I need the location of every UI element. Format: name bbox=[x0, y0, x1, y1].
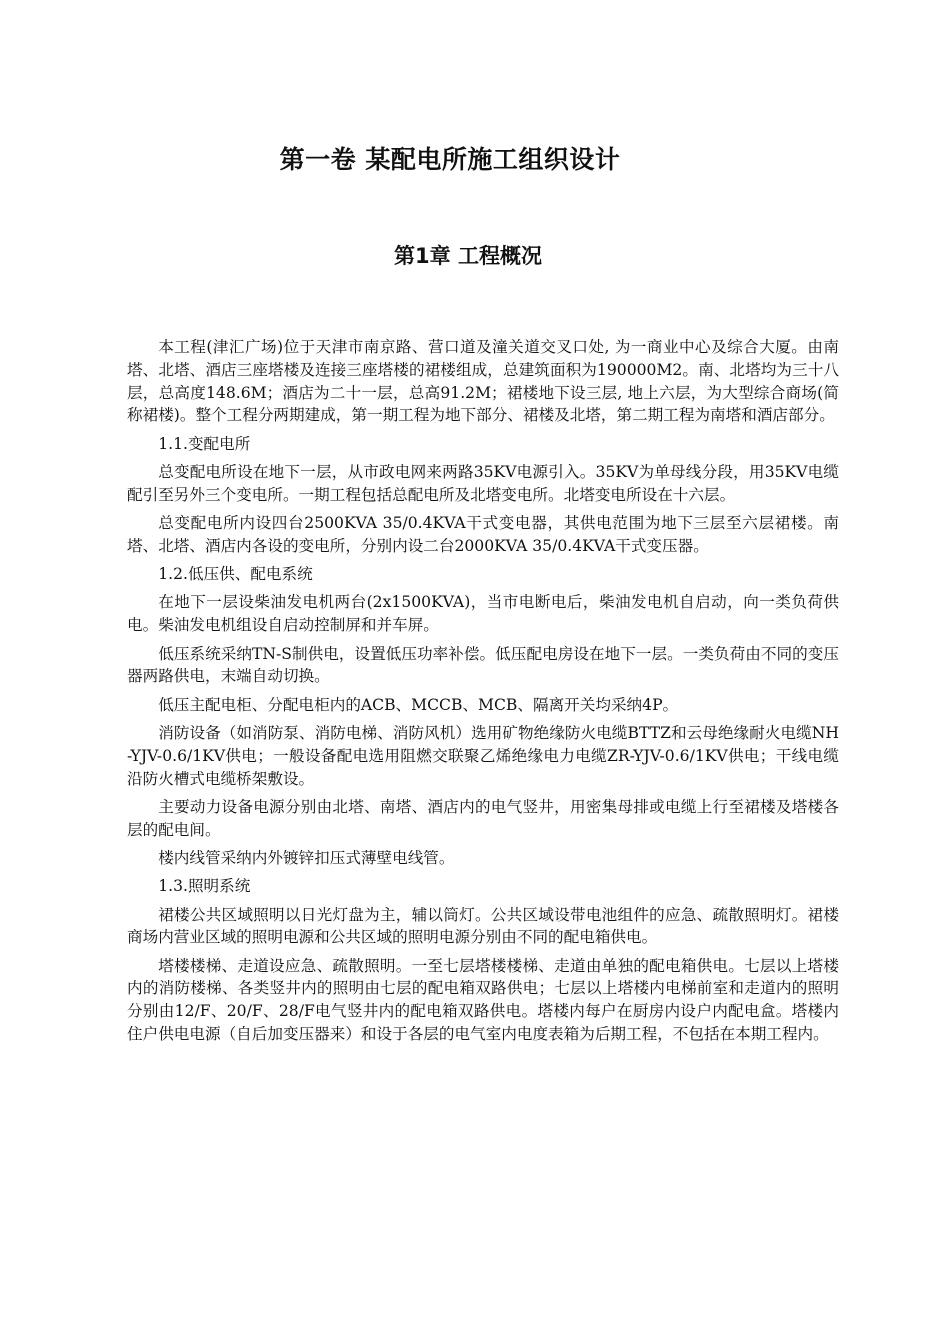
section-heading: 1.1.变配电所 bbox=[158, 434, 251, 453]
paragraph: 消防设备（如消防泵、消防电梯、消防风机）选用矿物绝缘防火电缆BTTZ和云母绝缘耐火电缆NH-YJV-0.6/1KV供电；一般设备配电选用阻燃交联聚乙烯绝缘电力电缆ZR-YJV-0.6/1KV供电；干线电缆沿防火槽式电缆桥架敷设。 bbox=[127, 723, 839, 788]
section-heading: 1.3.照明系统 bbox=[158, 877, 251, 896]
body-text bbox=[127, 336, 839, 1051]
paragraph: 本工程(津汇广场)位于天津市南京路、营口道及潼关道交叉口处, 为一商业中心及综合大厦。由南塔、北塔、酒店三座塔楼及连接三座塔楼的裙楼组成，总建筑面积为190000M2。南、北塔均为三十八层，总高度148.6M；酒店为二十一层，总高91.2M；裙楼地下设三层, 地上六层，为大型综合商场(简称裙楼)。整个工程分两期建成，第一期工程为地下部分、裙楼及北塔，第二期工程为南塔和酒店部分。 bbox=[127, 338, 839, 425]
section-heading: 1.2.低压供、配电系统 bbox=[158, 565, 313, 584]
paragraph: 塔楼楼梯、走道设应急、疏散照明。一至七层塔楼楼梯、走道由单独的配电箱供电。七层以上塔楼内的消防楼梯、各类竖井内的照明由七层的配电箱双路供电；七层以上塔楼内电梯前室和走道内的照明分别由12/F、20/F、28/F电气竖井内的配电箱双路供电。塔楼内每户在厨房内设户内配电盒。塔楼内住户供电电源（自后加变压器来）和设于各层的电气室内电度表箱为后期工程，不包括在本期工程内。 bbox=[127, 956, 839, 1044]
paragraph: 低压系统采纳TN-S制供电，设置低压功率补偿。低压配电房设在地下一层。一类负荷由不同的变压器两路供电，末端自动切换。 bbox=[127, 644, 839, 686]
paragraph: 总变配电所设在地下一层，从市政电网来两路35KV电源引入。35KV为单母线分段，用35KV电缆配引至另外三个变电所。一期工程包括总配电所及北塔变电所。北塔变电所设在十六层。 bbox=[127, 462, 839, 504]
paragraph: 在地下一层设柴油发电机两台(2x1500KVA)，当市电断电后，柴油发电机自启动，向一类负荷供电。柴油发电机组设自启动控制屏和并车屏。 bbox=[127, 593, 839, 635]
volume-title: 第一卷 某配电所施工组织设计 bbox=[279, 145, 621, 174]
paragraph: 总变配电所内设四台2500KVA 35/0.4KVA干式变电器，其供电范围为地下三层至六层裙楼。南塔、北塔、酒店内各设的变电所，分别内设二台2000KVA 35/0.4KVA干式变压器。 bbox=[127, 514, 839, 555]
chapter-title: 第1章 工程概况 bbox=[394, 244, 542, 268]
paragraph: 楼内线管采纳内外镀锌扣压式薄壁电线管。 bbox=[158, 848, 455, 867]
paragraph: 主要动力设备电源分别由北塔、南塔、酒店内的电气竖井，用密集母排或电缆上行至裙楼及塔楼各层的配电间。 bbox=[127, 797, 839, 839]
paragraph: 低压主配电柜、分配电柜内的ACB、MCCB、MCB、隔离开关均采纳4P。 bbox=[158, 695, 679, 714]
paragraph: 裙楼公共区域照明以日光灯盘为主，辅以筒灯。公共区域设带电池组件的应急、疏散照明灯。裙楼商场内营业区域的照明电源和公共区域的照明电源分别由不同的配电箱供电。 bbox=[127, 905, 839, 947]
